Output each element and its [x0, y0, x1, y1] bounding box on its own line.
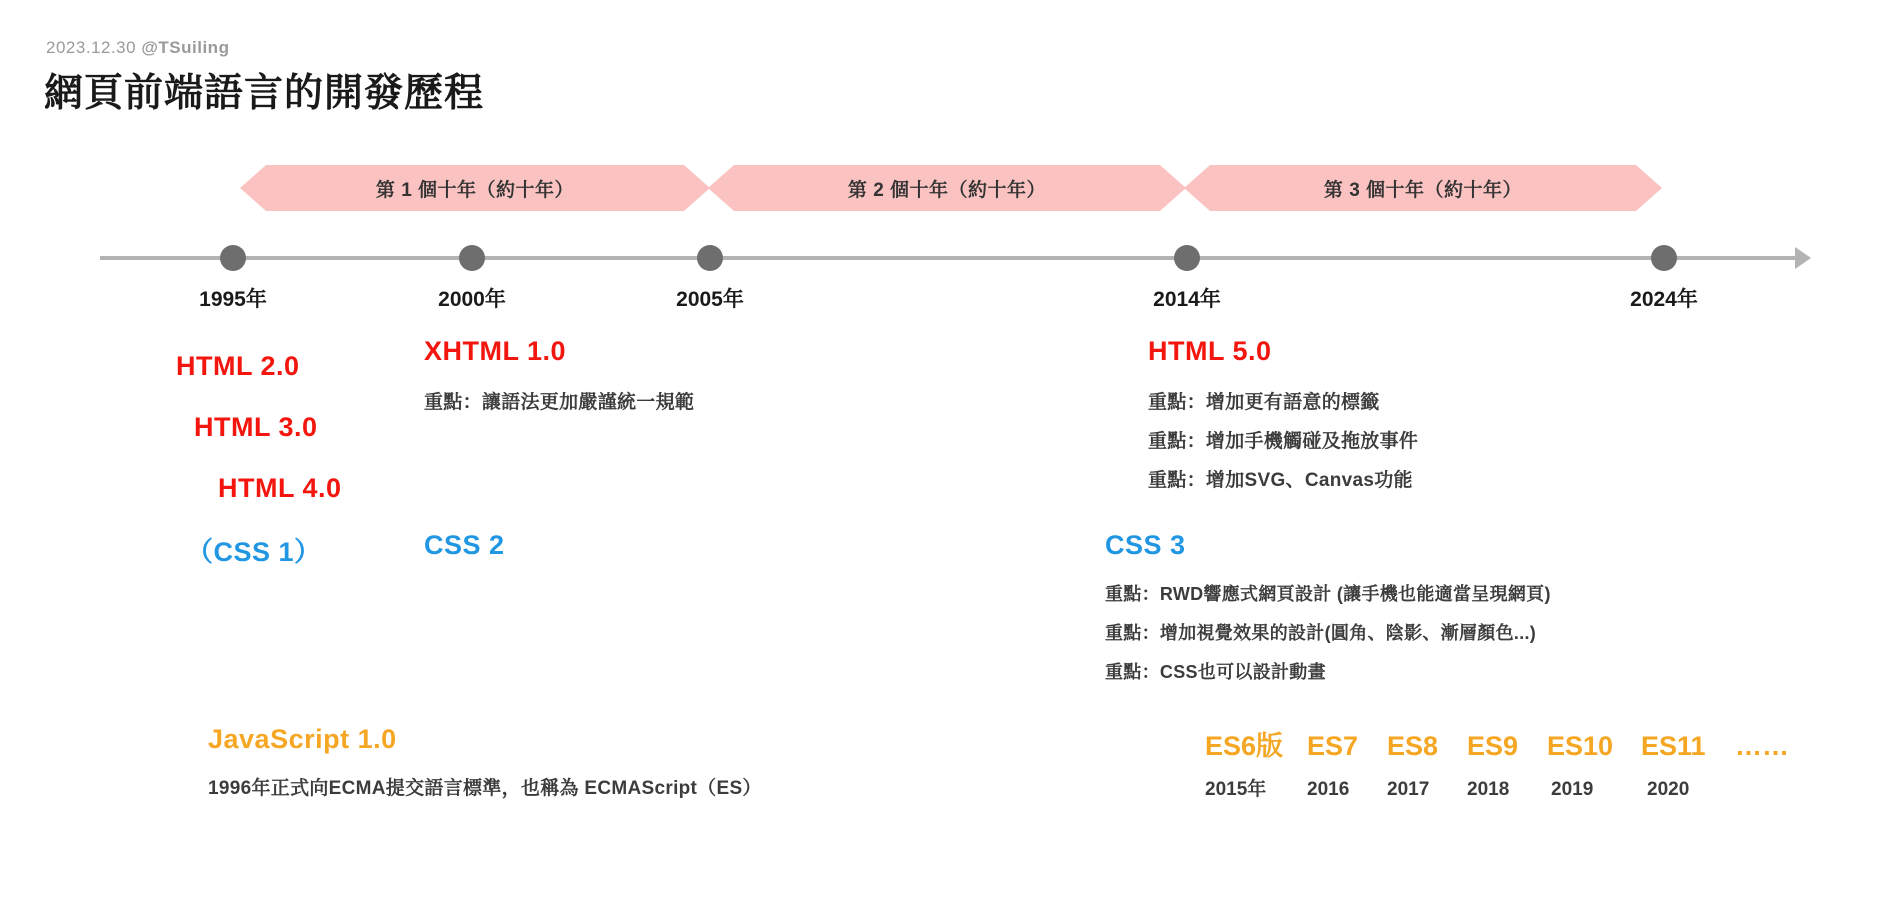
timeline-axis	[100, 256, 1800, 260]
xhtml-1-0-label: XHTML 1.0	[424, 336, 567, 366]
timeline-dot-2005	[697, 245, 723, 271]
decade-band-1	[240, 165, 710, 211]
javascript-1-0-label: JavaScript 1.0	[208, 724, 397, 754]
es-year-2019: 2019	[1551, 779, 1594, 800]
html-5-0-label: HTML 5.0	[1148, 336, 1272, 366]
css-3-note-3: 重點：CSS也可以設計動畫	[1105, 662, 1326, 682]
page-title: 網頁前端語言的開發歷程	[44, 72, 485, 115]
es-year-2020: 2020	[1647, 779, 1690, 800]
es-version-es9: ES9	[1467, 731, 1519, 761]
css-group-1995	[186, 530, 322, 569]
css-3-label: CSS 3	[1105, 530, 1186, 560]
decade-band-3	[1184, 165, 1662, 211]
es-version-row	[1205, 724, 1789, 763]
html-group-2014	[1148, 336, 1418, 500]
decade-band-2	[708, 165, 1186, 211]
javascript-1-0-note: 1996年正式向ECMA提交語言標準，也稱為 ECMAScript（ES）	[208, 778, 762, 799]
es-version-more: ……	[1735, 731, 1789, 761]
css-1-label: （CSS 1）	[186, 537, 322, 567]
es-year-2018: 2018	[1467, 779, 1510, 800]
xhtml-1-0-note: 重點：讓語法更加嚴謹統一規範	[424, 392, 695, 413]
es-version-es7: ES7	[1307, 731, 1359, 761]
css-2-label: CSS 2	[424, 530, 505, 560]
meta-handle: @TSuiling	[141, 38, 230, 57]
meta-date: 2023.12.30	[46, 38, 137, 57]
html-4-0-label: HTML 4.0	[218, 473, 342, 503]
timeline-arrow-icon	[1795, 247, 1811, 269]
css-3-note-2: 重點：增加視覺效果的設計(圓角、陰影、漸層顏色...)	[1105, 623, 1537, 643]
html-group-1995	[176, 336, 342, 519]
es-version-es11: ES11	[1641, 731, 1706, 761]
html-group-2000	[424, 336, 694, 422]
decade-band-1-label: 第 1 個十年（約十年）	[375, 179, 575, 201]
css-3-note-1: 重點：RWD響應式網頁設計 (讓手機也能適當呈現網頁)	[1105, 584, 1551, 604]
es-year-2017: 2017	[1387, 779, 1430, 800]
css-group-2014	[1105, 530, 1551, 692]
timeline-dot-2024	[1651, 245, 1677, 271]
decade-band-2-label: 第 2 個十年（約十年）	[847, 179, 1047, 201]
es-version-es6: ES6版	[1205, 731, 1284, 761]
timeline-year-2024: 2024年	[1630, 288, 1698, 311]
decade-band-3-label: 第 3 個十年（約十年）	[1323, 179, 1523, 201]
es-year-row	[1205, 774, 1689, 801]
timeline-dot-1995	[220, 245, 246, 271]
es-year-2015: 2015年	[1205, 779, 1267, 800]
meta-line	[46, 38, 229, 58]
es-version-es8: ES8	[1387, 731, 1439, 761]
css-group-2000	[424, 530, 505, 561]
timeline-year-1995: 1995年	[199, 288, 267, 311]
html-5-0-note-3: 重點：增加SVG、Canvas功能	[1148, 470, 1413, 491]
html-2-0-label: HTML 2.0	[176, 351, 300, 381]
timeline-year-2014: 2014年	[1153, 288, 1221, 311]
es-version-es10: ES10	[1547, 731, 1614, 761]
html-5-0-note-2: 重點：增加手機觸碰及拖放事件	[1148, 431, 1419, 452]
timeline-year-2005: 2005年	[676, 288, 744, 311]
js-group-1995	[208, 724, 762, 808]
html-5-0-note-1: 重點：增加更有語意的標籤	[1148, 392, 1380, 413]
timeline-dot-2014	[1174, 245, 1200, 271]
timeline-dot-2000	[459, 245, 485, 271]
html-3-0-label: HTML 3.0	[194, 412, 318, 442]
es-year-2016: 2016	[1307, 779, 1350, 800]
timeline-year-2000: 2000年	[438, 288, 506, 311]
